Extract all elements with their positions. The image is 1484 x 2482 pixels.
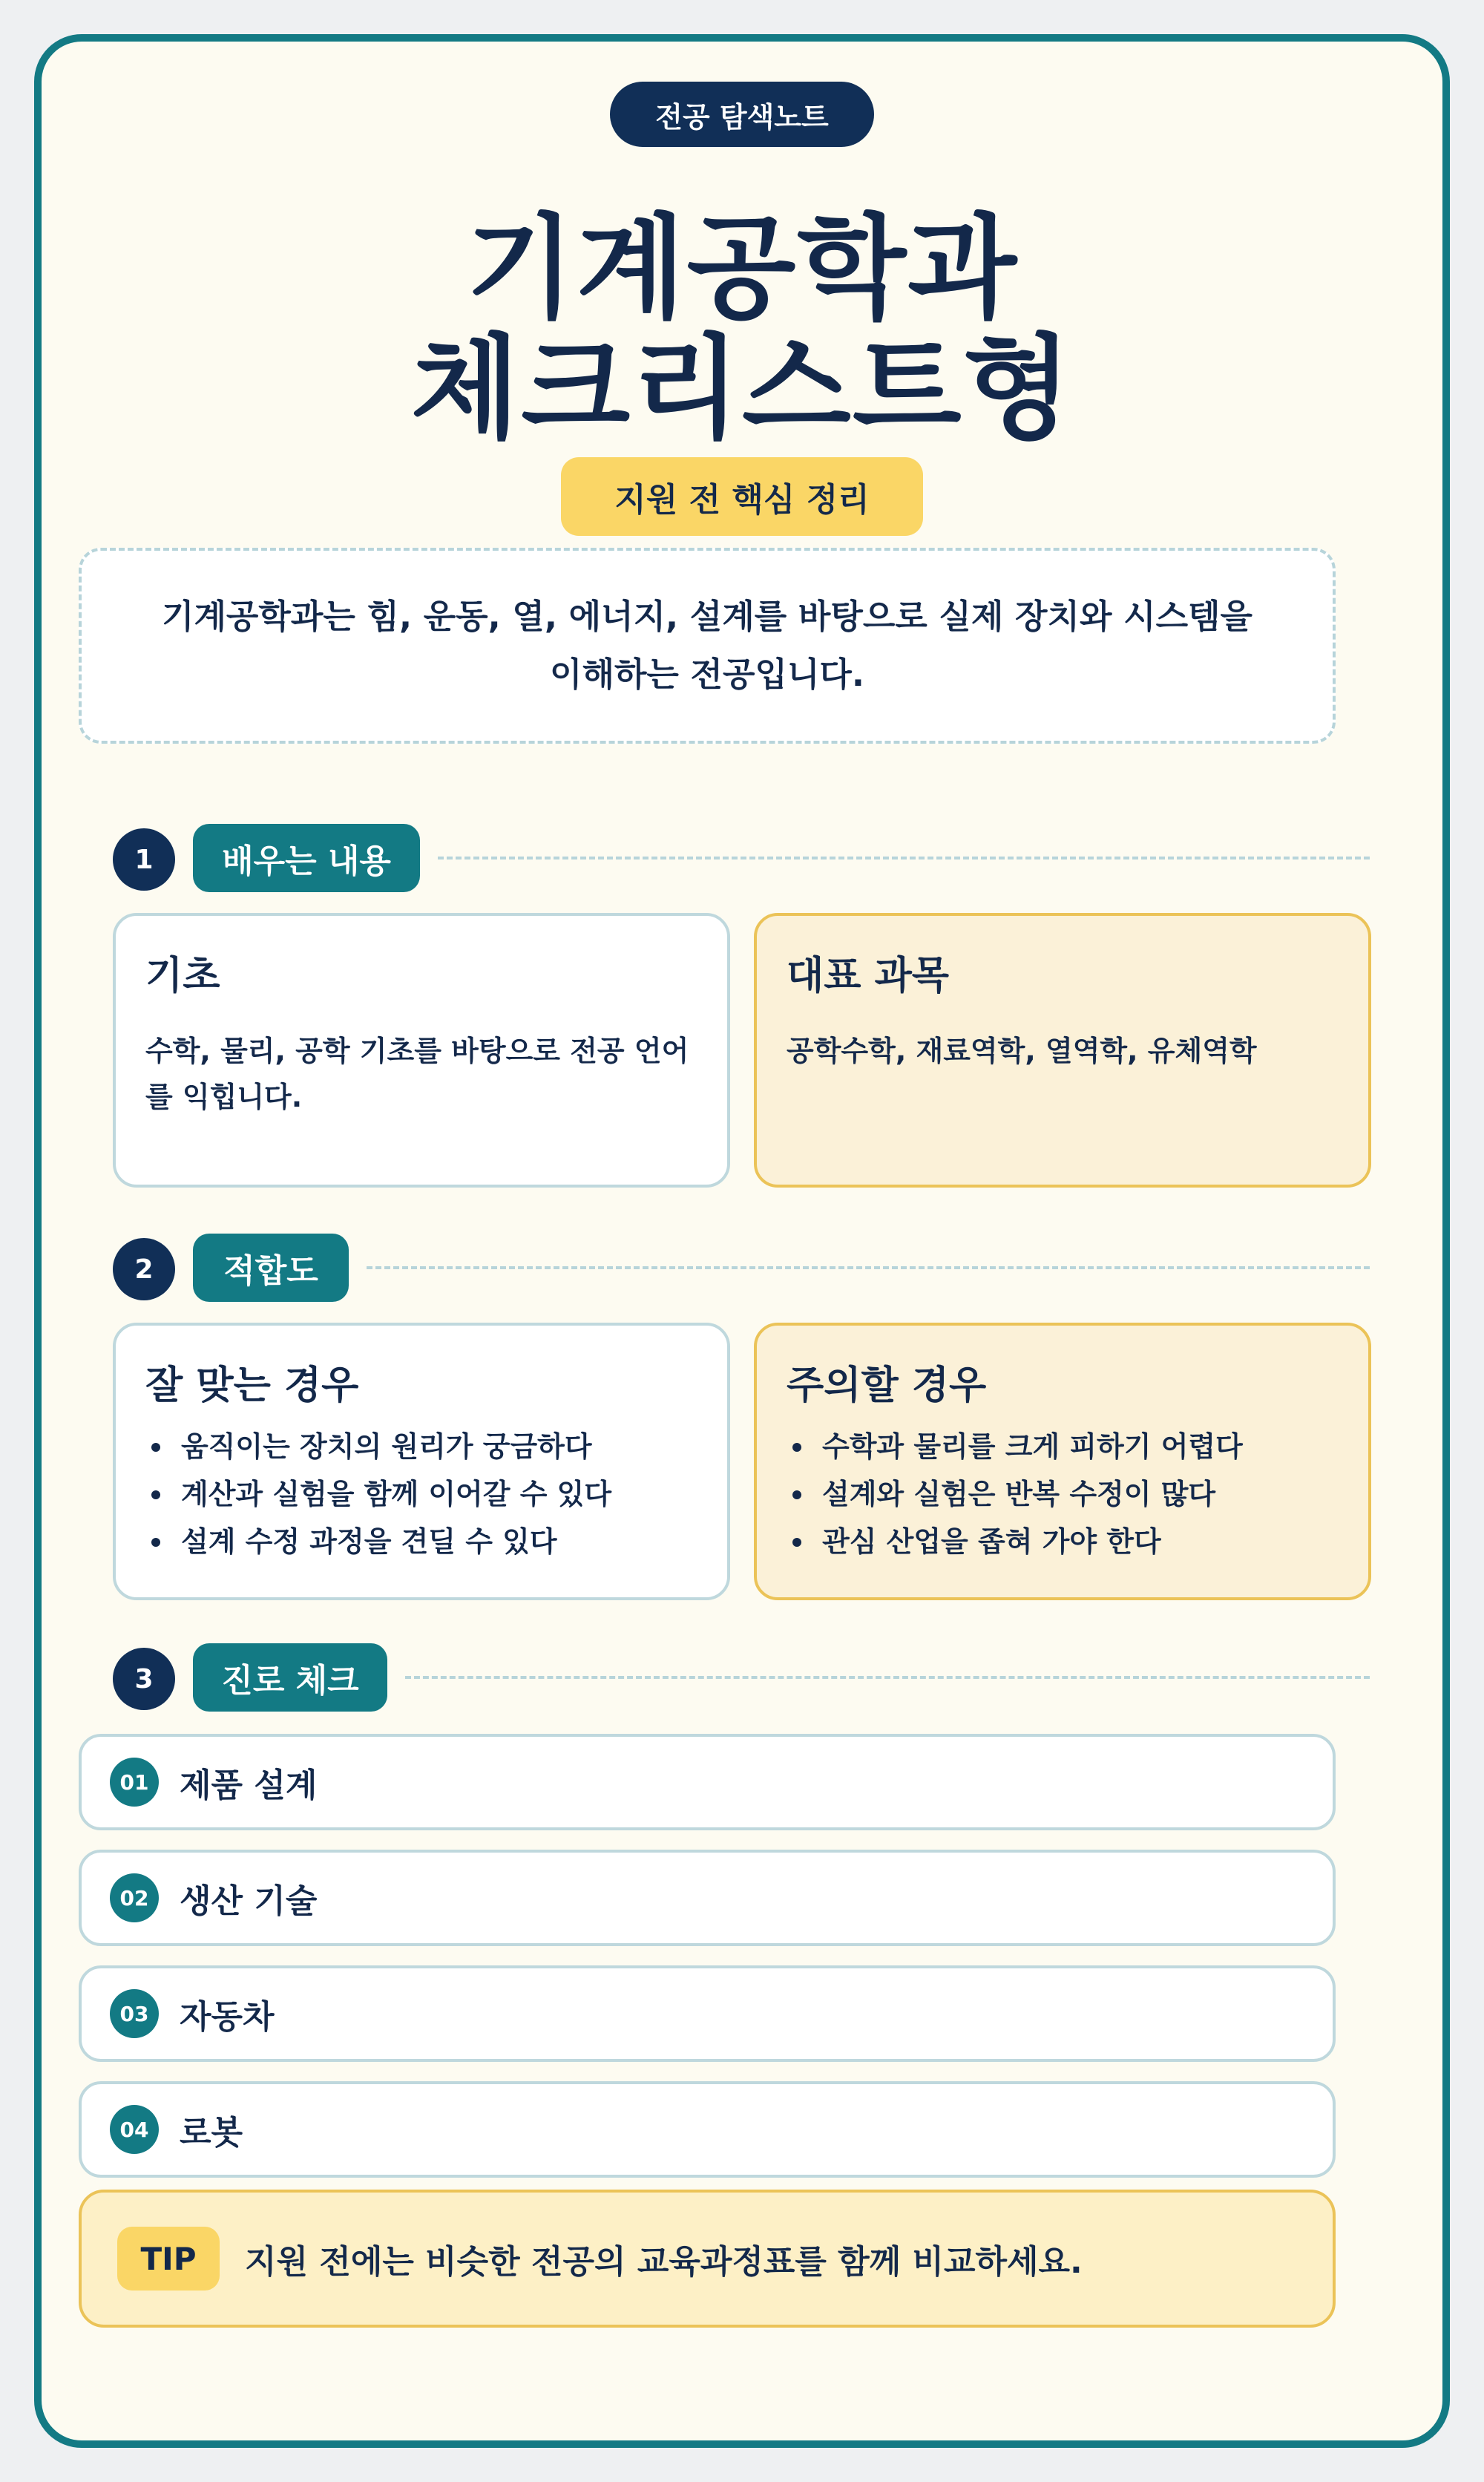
career-item (79, 1734, 1336, 1830)
career-number: 02 (110, 1873, 159, 1922)
section-label: 배우는 내용 (193, 824, 420, 892)
section-label: 진로 체크 (193, 1643, 387, 1712)
career-label: 로봇 (180, 2114, 243, 2152)
box-text: 공학수학, 재료역학, 열역학, 유체역학 (787, 1035, 1257, 1067)
tip-box (79, 2190, 1336, 2328)
career-label: 제품 설계 (180, 1766, 318, 1804)
list-item: 계산과 실험을 함께 이어갈 수 있다 (145, 1470, 697, 1518)
box-title: 대표 과목 (787, 954, 950, 998)
tip-text: 지원 전에는 비슷한 전공의 교육과정표를 함께 비교하세요. (245, 2243, 1083, 2281)
list-item: 설계 수정 과정을 견딜 수 있다 (145, 1518, 697, 1565)
list-item: 움직이는 장치의 원리가 궁금하다 (145, 1423, 697, 1470)
intro-line2: 이해하는 전공입니다. (550, 655, 864, 694)
career-label: 생산 기술 (180, 1882, 318, 1920)
career-label: 자동차 (180, 1998, 275, 2036)
info-box-subjects (754, 913, 1371, 1188)
tip-badge: TIP (117, 2227, 220, 2291)
career-number: 01 (110, 1758, 159, 1807)
page-title-line2: 체크리스트형 (410, 323, 1074, 454)
intro-line1: 기계공학과는 힘, 운동, 열, 에너지, 설계를 바탕으로 실제 장치와 시스템을 (161, 597, 1252, 636)
section-divider (405, 1676, 1370, 1679)
career-number: 03 (110, 1989, 159, 2038)
subtitle-badge: 지원 전 핵심 정리 (561, 457, 923, 536)
box-title: 기초 (145, 954, 220, 998)
section-label: 적합도 (193, 1234, 349, 1302)
career-item (79, 1850, 1336, 1946)
list-item: 관심 산업을 좁혀 가야 한다 (787, 1518, 1339, 1565)
page-title-line1: 기계공학과 (465, 203, 1019, 334)
info-box-basics (113, 913, 730, 1188)
career-item (79, 1965, 1336, 2062)
section-number: 3 (113, 1648, 175, 1710)
box-title: 주의할 경우 (787, 1363, 987, 1408)
section-divider (367, 1266, 1370, 1269)
section-number: 2 (113, 1238, 175, 1300)
fit-good-box (113, 1323, 730, 1600)
category-badge: 전공 탐색노트 (610, 82, 874, 147)
fit-caution-box (754, 1323, 1371, 1600)
career-number: 04 (110, 2105, 159, 2154)
box-text: 수학, 물리, 공학 기초를 바탕으로 전공 언어를 익힙니다. (145, 1035, 689, 1113)
list-item: 수학과 물리를 크게 피하기 어렵다 (787, 1423, 1339, 1470)
section-number: 1 (113, 828, 175, 891)
list-item: 설계와 실험은 반복 수정이 많다 (787, 1470, 1339, 1518)
intro-box (79, 548, 1336, 744)
box-title: 잘 맞는 경우 (145, 1363, 359, 1408)
section-divider (438, 857, 1370, 859)
career-item (79, 2081, 1336, 2178)
